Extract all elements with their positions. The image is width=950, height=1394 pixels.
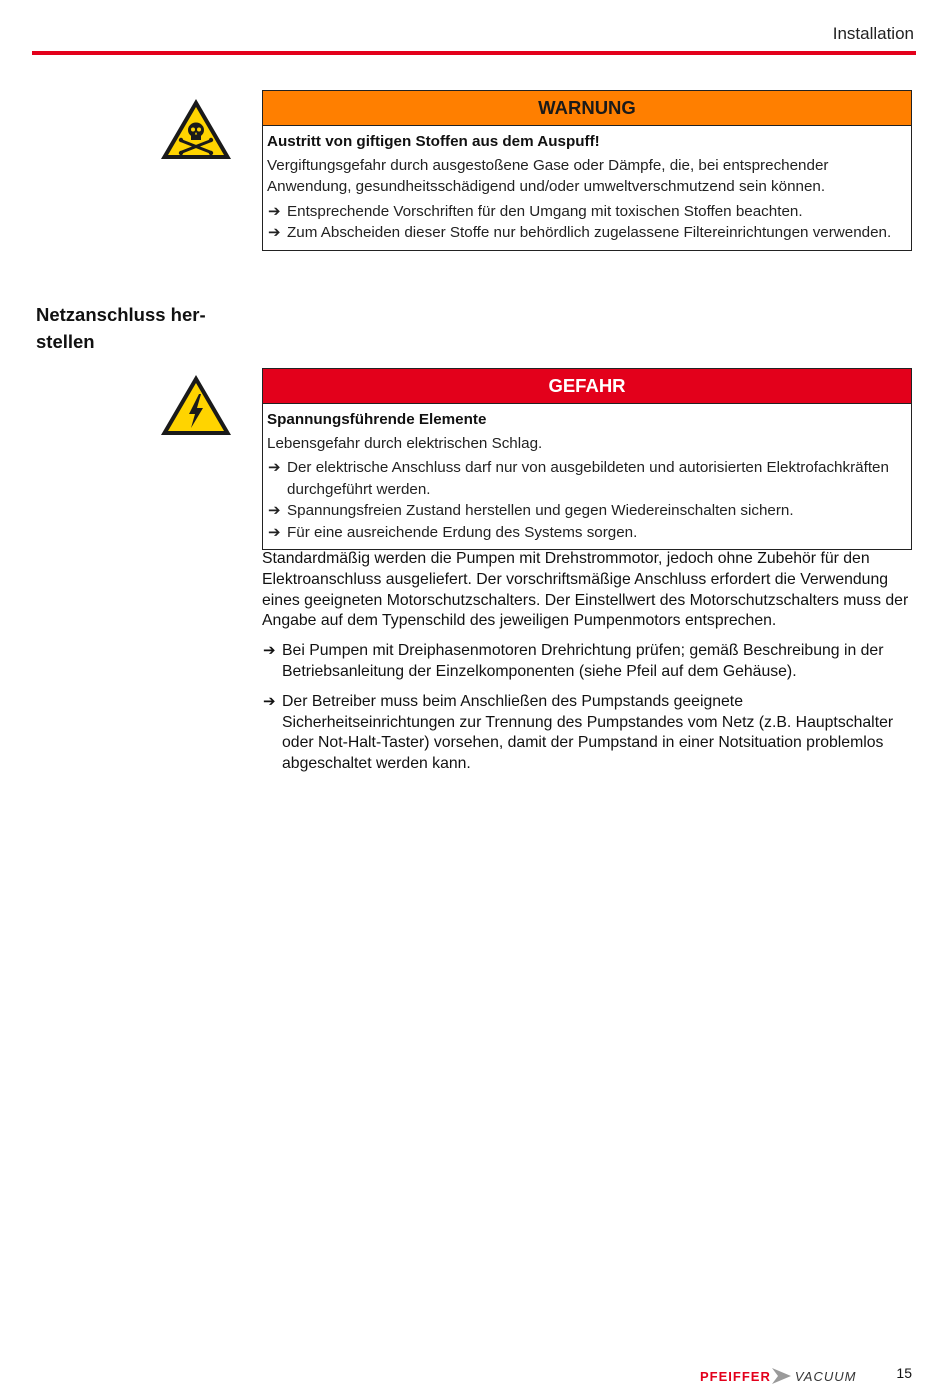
body-action: ➔ Der Betreiber muss beim Anschließen des Pumpstands geeignete Sicherheitseinrichtungen zur Trennung des Pumpstandes vom Netz (z.B. Hauptschalter oder Not-Halt-Taster) vorsehen, damit der Pumpstand in einer Notsituation problemlos abgeschaltet werden kann. [263,692,894,773]
toxic-hazard-icon [158,96,234,162]
arrow-right-icon: ➔ [268,224,281,241]
arrow-right-icon: ➔ [263,642,276,660]
warning-action: ➔ Entsprechende Vorschriften für den Umgang mit toxischen Stoffen beachten. [267,201,907,223]
arrow-right-icon: ➔ [263,692,276,710]
body-content [262,549,912,784]
danger-action: ➔ Für eine ausreichende Erdung des Systems sorgen. [267,522,907,544]
electrical-hazard-icon [158,372,234,438]
header-rule [32,51,916,55]
header-title: Installation [832,24,914,43]
body-paragraph: Standardmäßig werden die Pumpen mit Drehstrommotor, jedoch ohne Zubehör für den Elektroanschluss ausgeliefert. Der vorschriftsmäßige Anschluss erfordert die Verwendung eines geeigneten Motorschutzschalters. Der Einstellwert des Motorschutzschalters muss der Angabe auf dem Typenschild des jeweiligen Pumpenmotors entsprechen. [262,550,909,630]
warning-action: ➔ Zum Abscheiden dieser Stoffe nur behördlich zugelassene Filtereinrichtungen verwenden. [267,222,907,244]
danger-box [262,368,912,550]
warning-box [262,90,912,251]
page-number: 15 [896,1365,912,1381]
danger-description: Lebensgefahr durch elektrischen Schlag. [267,434,543,452]
pfeiffer-vacuum-logo [700,1364,870,1388]
logo-swoosh-icon [771,1366,793,1386]
arrow-right-icon: ➔ [268,459,281,476]
danger-action: ➔ Spannungsfreien Zustand herstellen und gegen Wiedereinschalten sichern. [267,500,907,522]
warning-description: Vergiftungsgefahr durch ausgestoßene Gase oder Dämpfe, die, bei entsprechender Anwendung, gesundheitsschädigend und/oder umweltverschmutzend sein können. [267,156,829,195]
arrow-right-icon: ➔ [268,523,281,541]
arrow-right-icon: ➔ [268,202,281,220]
warning-signal-word: WARNUNG [263,91,911,126]
logo-text-vacuum: VACUUM [794,1368,857,1384]
warning-subject: Austritt von giftigen Stoffen aus dem Auspuff! [267,133,600,150]
logo-text-pfeiffer: PFEIFFER [700,1368,771,1384]
section-heading: Netzanschluss her- stellen [36,304,206,352]
body-action: ➔ Bei Pumpen mit Dreiphasenmotoren Drehrichtung prüfen; gemäß Beschreibung in der Betriebsanleitung der Einzelkomponenten (siehe Pfeil auf dem Gehäuse). [263,642,884,680]
danger-signal-word: GEFAHR [263,369,911,404]
danger-action: ➔ Der elektrische Anschluss darf nur von ausgebildeten und autorisierten Elektrofachkräften durchgeführt werden. [268,459,889,498]
arrow-right-icon: ➔ [268,502,281,519]
danger-subject: Spannungsführende Elemente [267,411,487,428]
